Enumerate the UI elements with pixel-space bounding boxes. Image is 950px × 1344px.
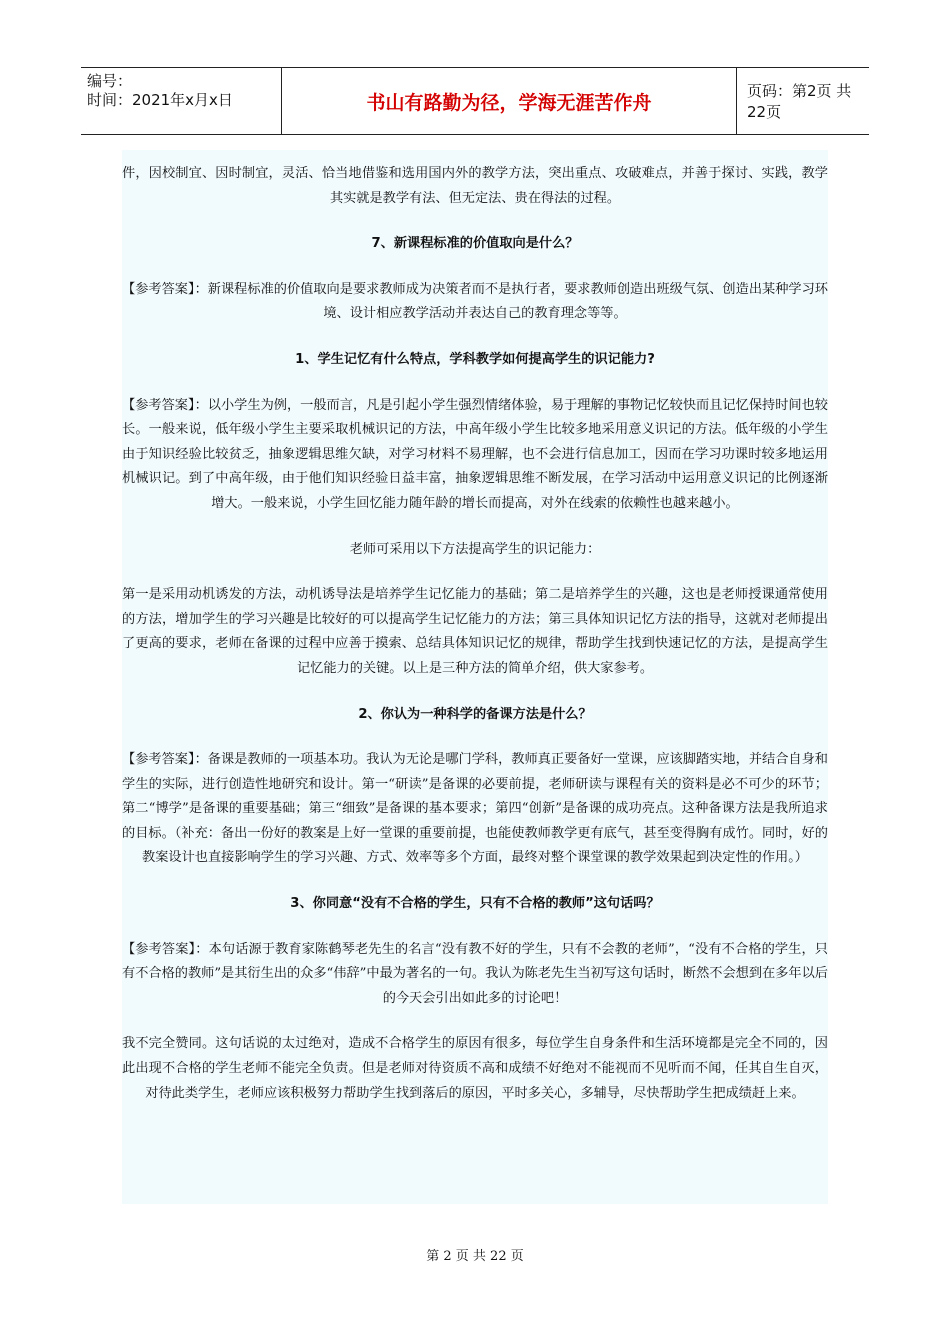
answer-text: 新课程标准的价值取向是要求教师成为决策者而不是执行者，要求教师创造出班级气氛、创造出某种学习环境、设计相应教学活动并表达自己的教育理念等等。	[207, 281, 828, 322]
question-heading: 3、你同意“没有不合格的学生，只有不合格的教师”这句话吗？	[290, 896, 660, 912]
document-body	[122, 150, 828, 1204]
question-heading: 7、新课程标准的价值取向是什么？	[371, 236, 579, 252]
body-paragraph: 老师可采用以下方法提高学生的识记能力：	[349, 541, 601, 557]
answer-label: 【参考答案】：	[122, 941, 209, 957]
header-page-label: 页码：第2页 共22页	[747, 82, 852, 121]
header-motto: 书山有路勤为径，学海无涯苦作舟	[281, 68, 737, 134]
question-heading: 2、你认为一种科学的备课方法是什么？	[358, 706, 592, 722]
answer-paragraph	[122, 278, 828, 327]
answer-label: 【参考答案】：	[122, 752, 208, 768]
answer-text: 以小学生为例，一般而言，凡是引起小学生强烈情绪体验，易于理解的事物记忆较快而且记忆保持时间也较长。一般来说，低年级小学生主要采取机械识记的方法，中高年级小学生比较多地采用意义识记的方法。低年级的小学生由于知识经验比较贫乏，抽象逻辑思维欠缺，对学习材料不易理解，也不会进行信息加工，因而在学习功课时较多地运用机械识记。到了中高年级，由于他们知识经验日益丰富，抽象逻辑思维不断发展，在学习活动中运用意义识记的比例逐渐增大。一般来说，小学生回忆能力随年龄的增长而提高，对外在线索的依赖性也越来越小。	[122, 397, 828, 511]
page-footer: 第 2 页 共 22 页	[426, 1249, 524, 1264]
header-meta	[81, 68, 281, 134]
body-paragraph: 件，因校制宜、因时制宜，灵活、恰当地借鉴和选用国内外的教学方法，突出重点、攻破难点，并善于探讨、实践，教学其实就是教学有法、但无定法、贵在得法的过程。	[122, 166, 828, 206]
body-paragraph: 第一是采用动机诱发的方法，动机诱导法是培养学生记忆能力的基础；第二是培养学生的兴趣，这也是老师授课通常使用的方法，增加学生的学习兴趣是比较好的可以提高学生记忆能力的方法；第三具体知识记忆方法的指导，这就对老师提出了更高的要求，老师在备课的过程中应善于摸索、总结具体知识记忆的规律，帮助学生找到快速记忆的方法，是提高学生记忆能力的关键。以上是三种方法的简单介绍，供大家参考。	[122, 587, 828, 676]
answer-paragraph	[122, 748, 828, 871]
body-paragraph: 我不完全赞同。这句话说的太过绝对，造成不合格学生的原因有很多，每位学生自身条件和生活环境都是完全不同的，因此出现不合格的学生老师不能完全负责。但是老师对待资质不高和成绩不好绝对不能视而不见听而不闻，任其自生自灭，对待此类学生，老师应该积极努力帮助学生找到落后的原因，平时多关心，多辅导，尽快帮助学生把成绩赶上来。	[122, 1036, 828, 1101]
answer-label: 【参考答案】：	[122, 397, 208, 413]
answer-label: 【参考答案】：	[122, 281, 208, 297]
answer-paragraph	[122, 394, 828, 517]
answer-text: 本句话源于教育家陈鹤琴老先生的名言“没有教不好的学生，只有不会教的老师”，“没有不合格的学生，只有不合格的教师”是其衍生出的众多“伟辞”中最为著名的一句。我认为陈老先生当初写这句话时，断然不会想到在多年以后的今天会引出如此多的讨论吧！	[122, 941, 828, 1006]
document-date-label: 时间：2021年x月x日	[87, 91, 233, 109]
page-header	[81, 67, 869, 135]
document-number-label: 编号：	[87, 72, 133, 90]
answer-paragraph	[122, 938, 828, 1012]
answer-text: 备课是教师的一项基本功。我认为无论是哪门学科，教师真正要备好一堂课，应该脚踏实地，并结合自身和学生的实际，进行创造性地研究和设计。第一“研读”是备课的必要前提，老师研读与课程有关的资料是必不可少的环节；第二“博学”是备课的重要基础；第三“细致”是备课的基本要求；第四“创新”是备课的成功亮点。这种备课方法是我所追求的目标。（补充：备出一份好的教案是上好一堂课的重要前提，也能使教师教学更有底气，甚至变得胸有成竹。同时，好的教案设计也直接影响学生的学习兴趣、方式、效率等多个方面，最终对整个课堂课的教学效果起到决定性的作用。）	[122, 752, 828, 866]
question-heading: 1、学生记忆有什么特点，学科教学如何提高学生的识记能力?	[295, 351, 655, 367]
